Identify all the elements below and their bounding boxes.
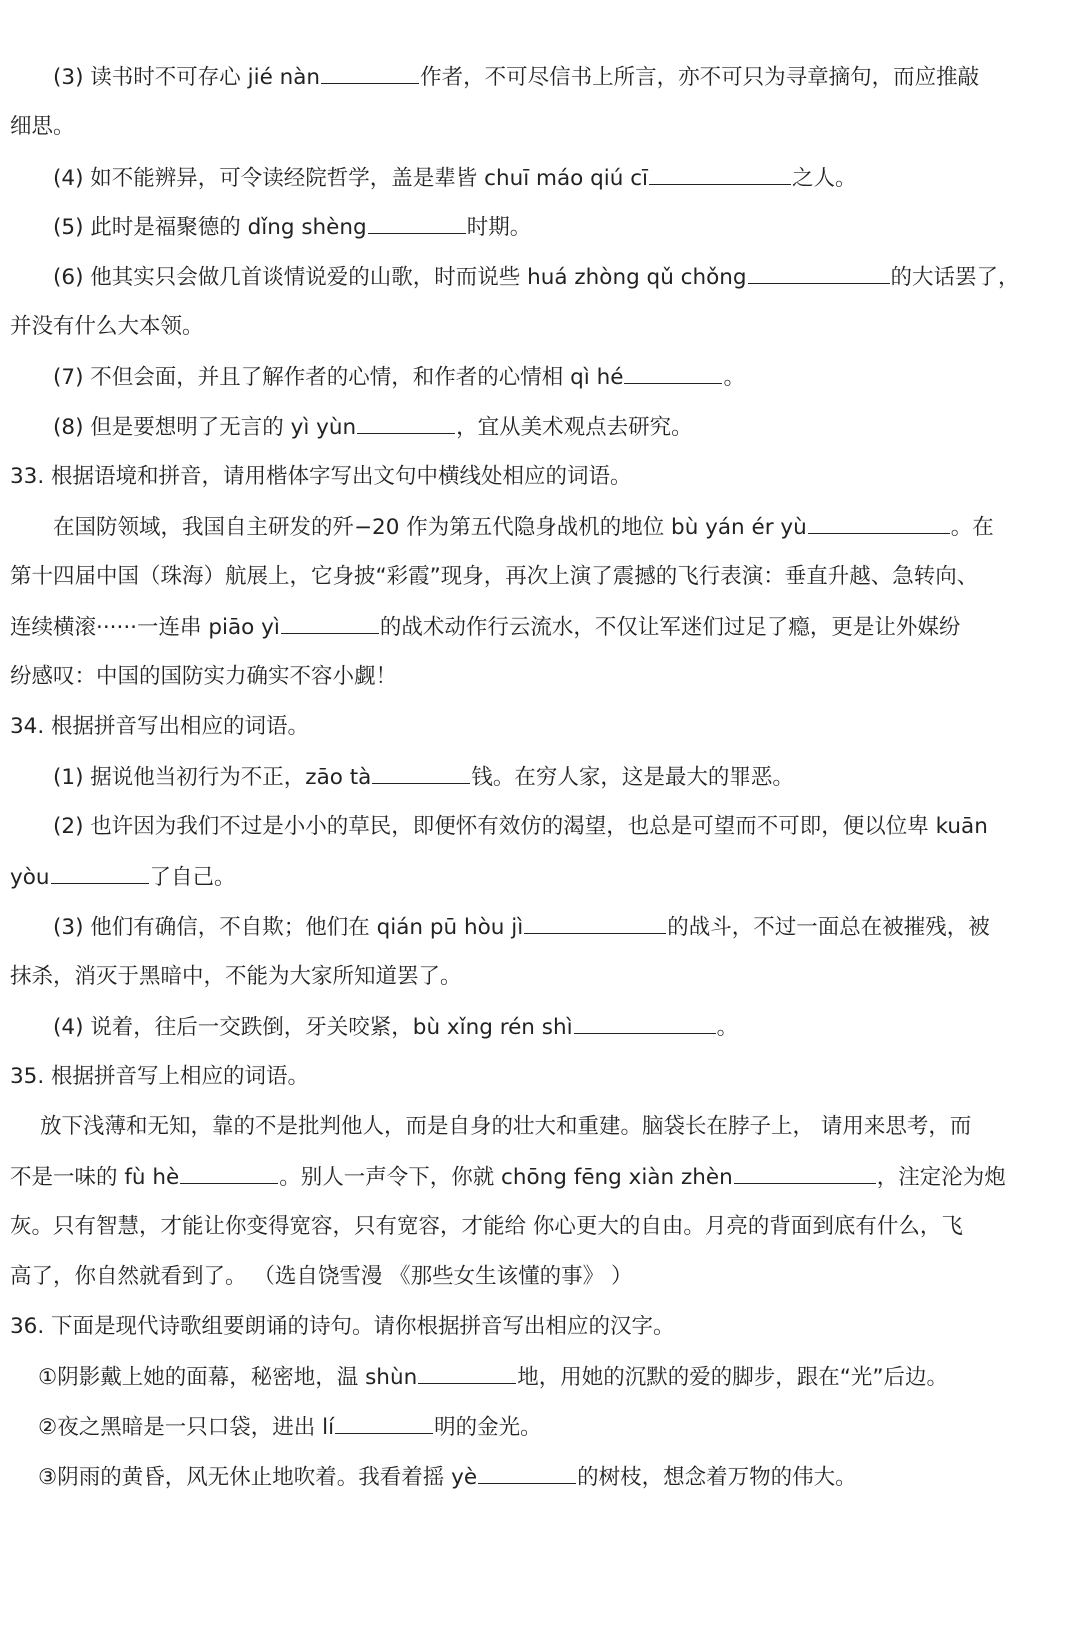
text: ，注定沦为炮 [876,1165,1006,1190]
text: 地，用她的沉默的爱的脚步，跟在“光”后边。 [517,1365,948,1390]
text: (3) 读书时不可存心 jié nàn [53,65,321,90]
text: (7) 不但会面，并且了解作者的心情，和作者的心情相 qì hé [53,365,624,390]
answer-blank[interactable] [418,1362,516,1384]
q32-item-6-line-2 [10,312,204,342]
answer-blank[interactable] [734,1162,876,1184]
text: 。别人一声令下，你就 chōng fēng xiàn zhèn [279,1165,733,1190]
text: 不是一味的 fù hè [10,1165,180,1190]
text: 第十四届中国（珠海）航展上，它身披“彩霞”现身，再次上演了震撼的飞行表演：垂直升越、急转向、 [10,564,979,589]
q36-heading [10,1312,675,1342]
q36-item-2 [38,1412,542,1442]
answer-blank[interactable] [368,212,466,234]
answer-blank[interactable] [372,762,470,784]
q32-item-8 [53,412,693,442]
text: 的树枝，想念着万物的伟大。 [577,1465,857,1490]
text: 时期。 [466,215,532,240]
text: (6) 他其实只会做几首谈情说爱的山歌，时而说些 huá zhòng qǔ chǒng [53,265,747,290]
text: (1) 据说他当初行为不正，zāo tà [53,765,372,790]
answer-blank[interactable] [281,612,379,634]
text: 了自己。 [149,865,236,890]
q34-item-1 [53,762,794,792]
text: yòu [10,865,50,890]
text: 细思。 [10,114,75,139]
answer-blank[interactable] [51,862,149,884]
text: (2) 也许因为我们不过是小小的草民，即便怀有效仿的渴望，也总是可望而不可即，便以位卑 kuān [53,814,988,839]
text: (5) 此时是福聚德的 dǐng shèng [53,215,367,240]
q36-item-1 [38,1362,948,1392]
q35-passage-line-2 [10,1162,1006,1192]
text: 作者，不可尽信书上所言，亦不可只为寻章摘句，而应推敲 [420,65,980,90]
text: 。在 [950,515,994,540]
q34-item-3-line-2 [10,962,462,992]
answer-blank[interactable] [357,412,455,434]
q33-heading [10,462,632,492]
q32-item-3-line-1 [53,62,1053,92]
text: 的战斗，不过一面总在被摧残，被 [667,915,990,940]
text: 并没有什么大本领。 [10,314,204,339]
q34-item-3-line-1 [53,912,990,942]
q35-heading [10,1062,309,1092]
text: (4) 如不能辨异，可令读经院哲学，盖是辈皆 chuī máo qiú cī [53,166,648,191]
text: (3) 他们有确信，不自欺；他们在 qián pū hòu jì [53,915,524,940]
answer-blank[interactable] [321,62,419,84]
text: ②夜之黑暗是一只口袋，进出 lí [38,1415,335,1440]
q34-item-4 [53,1012,738,1042]
text: 连续横滚······一连串 piāo yì [10,615,280,640]
answer-blank[interactable] [624,362,722,384]
text: 36. 下面是现代诗歌组要朗诵的诗句。请你根据拼音写出相应的汉字。 [10,1314,675,1339]
q33-passage-line-3 [10,612,960,642]
q34-item-2-line-1 [53,812,988,842]
q32-item-6-line-1 [53,262,1020,292]
text: 抹杀，消灭于黑暗中，不能为大家所知道罢了。 [10,964,462,989]
q34-heading [10,712,309,742]
q32-item-3-line-2 [10,112,75,142]
text: 高了，你自然就看到了。 （选自饶雪漫 《那些女生该懂的事》 ） [10,1264,633,1289]
text: 纷感叹：中国的国防实力确实不容小觑！ [10,664,398,689]
answer-blank[interactable] [180,1162,278,1184]
text: 之人。 [792,166,857,191]
q32-item-5 [53,212,531,242]
answer-blank[interactable] [748,262,890,284]
q33-passage-line-2 [10,562,978,592]
text: ，宜从美术观点去研究。 [456,415,693,440]
text: 明的金光。 [434,1415,542,1440]
text: 33. 根据语境和拼音，请用楷体字写出文句中横线处相应的词语。 [10,464,632,489]
text: ①阴影戴上她的面幕，秘密地，温 shùn [38,1365,418,1390]
text: 。 [723,365,745,390]
q35-passage-line-3 [10,1212,963,1242]
q34-item-2-line-2 [10,862,236,892]
text: 灰。只有智慧，才能让你变得宽容，只有宽容，才能给 你心更大的自由。月亮的背面到底有什么，飞 [10,1214,963,1239]
q36-item-3 [38,1462,857,1492]
q33-passage-line-4 [10,662,397,692]
answer-blank[interactable] [808,512,950,534]
text: (4) 说着，往后一交跌倒，牙关咬紧，bù xǐng rén shì [53,1015,573,1040]
text: 钱。在穷人家，这是最大的罪恶。 [471,765,794,790]
answer-blank[interactable] [524,912,666,934]
q32-item-4 [53,163,857,193]
q33-passage-line-1 [53,512,994,542]
text: (8) 但是要想明了无言的 yì yùn [53,415,357,440]
text: 的大话罢了， [890,265,1020,290]
q35-passage-line-1 [40,1112,971,1142]
text: 35. 根据拼音写上相应的词语。 [10,1064,310,1089]
text: 34. 根据拼音写出相应的词语。 [10,714,310,739]
text: 放下浅薄和无知，靠的不是批判他人，而是自身的壮大和重建。脑袋长在脖子上， 请用来思考，而 [40,1114,972,1139]
answer-blank[interactable] [649,163,791,185]
answer-blank[interactable] [478,1462,576,1484]
q32-item-7 [53,362,745,392]
answer-blank[interactable] [574,1012,716,1034]
answer-blank[interactable] [335,1412,433,1434]
text: 在国防领域，我国自主研发的歼−20 作为第五代隐身战机的地位 bù yán ér yù [53,515,807,540]
text: ③阴雨的黄昏，风无休止地吹着。我看着摇 yè [38,1465,478,1490]
q35-passage-line-4 [10,1262,633,1292]
text: 。 [716,1015,739,1040]
text: 的战术动作行云流水，不仅让军迷们过足了瘾，更是让外媒纷 [379,615,961,640]
